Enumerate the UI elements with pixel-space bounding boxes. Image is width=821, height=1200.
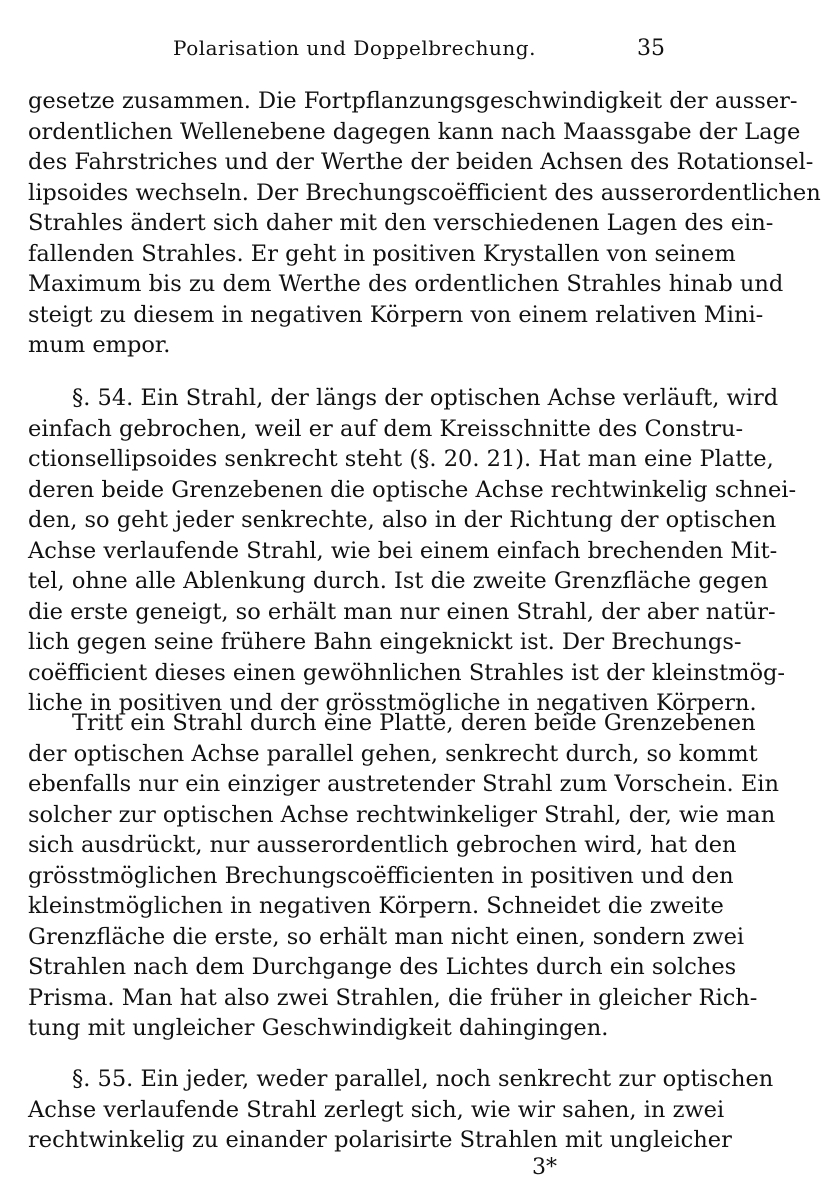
page-header	[0, 36, 709, 68]
text-line: Strahles ändert sich daher mit den verschiedenen Lagen des ein-	[28, 210, 774, 236]
text-line: Achse verlaufende Strahl zerlegt sich, wie wir sahen, in zwei	[28, 1096, 725, 1123]
section-55-paragraph	[28, 1064, 774, 1156]
text-line: lipsoides wechseln. Der Brechungscoëfficient des ausserordentlichen	[28, 179, 821, 206]
text-line: ebenfalls nur ein einziger austretender Strahl zum Vorschein. Ein	[28, 771, 779, 797]
text-line: ordentlichen Wellenebene dagegen kann nach Maassgabe der Lage	[28, 118, 801, 145]
text-line: der optischen Achse parallel gehen, senkrecht durch, so kommt	[28, 740, 758, 767]
text-line: den, so geht jeder senkrechte, also in der Richtung der optischen	[28, 507, 777, 533]
paragraph	[28, 708, 779, 1044]
text-line: ctionsellipsoides senkrecht steht (§. 20. 21). Hat man eine Platte,	[28, 446, 774, 472]
text-line: Tritt ein Strahl durch eine Platte, deren beide Grenzebenen	[72, 710, 756, 736]
text-line: Maximum bis zu dem Werthe des ordentlichen Strahles hinab und	[28, 271, 784, 297]
text-line: §. 55. Ein jeder, weder parallel, noch senkrecht zur optischen	[72, 1066, 774, 1092]
text-line: mum empor.	[28, 332, 171, 358]
text-line: kleinstmöglichen in negativen Körpern. Schneidet die zweite	[28, 893, 724, 919]
text-line: §. 54. Ein Strahl, der längs der optischen Achse verläuft, wird	[72, 385, 779, 411]
text-line: Achse verlaufende Strahl, wie bei einem einfach brechenden Mit-	[28, 537, 778, 564]
text-line: gesetze zusammen. Die Fortpflanzungsgeschwindigkeit der ausser-	[28, 88, 798, 114]
text-line: grösstmöglichen Brechungscoëfficienten in positiven und den	[28, 862, 734, 889]
text-line: rechtwinkelig zu einander polarisirte Strahlen mit ungleicher	[28, 1127, 732, 1153]
paragraph-continuation	[28, 86, 821, 361]
text-line: liche in positiven und der grösstmögliche in negativen Körpern.	[28, 690, 757, 716]
text-line: des Fahrstriches und der Werthe der beiden Achsen des Rotationsel-	[28, 149, 814, 175]
text-line: tung mit ungleicher Geschwindigkeit dahingingen.	[28, 1015, 609, 1041]
text-line: coëfficient dieses einen gewöhnlichen Strahles ist der kleinstmög-	[28, 659, 786, 686]
text-line: Grenzfläche die erste, so erhält man nicht einen, sondern zwei	[28, 923, 745, 950]
text-line: sich ausdrückt, nur ausserordentlich gebrochen wird, hat den	[28, 832, 737, 858]
text-line: tel, ohne alle Ablenkung durch. Ist die zweite Grenzfläche gegen	[28, 568, 769, 594]
section-54-paragraph	[28, 383, 797, 719]
text-line: die erste geneigt, so erhält man nur einen Strahl, der aber natür-	[28, 598, 776, 625]
text-line: Prisma. Man hat also zwei Strahlen, die früher in gleicher Rich-	[28, 984, 758, 1011]
running-title: Polarisation und Doppelbrechung.	[173, 36, 536, 60]
text-line: solcher zur optischen Achse rechtwinkeliger Strahl, der, wie man	[28, 801, 776, 828]
text-line: steigt zu diesem in negativen Körpern von einem relativen Mini-	[28, 301, 764, 328]
text-line: fallenden Strahles. Er geht in positiven Krystallen von seinem	[28, 240, 736, 267]
page-number: 35	[637, 36, 665, 61]
text-line: deren beide Grenzebenen die optische Achse rechtwinkelig schnei-	[28, 476, 797, 503]
text-line: Strahlen nach dem Durchgange des Lichtes durch ein solches	[28, 954, 737, 980]
signature-mark: 3*	[532, 1155, 557, 1180]
text-line: einfach gebrochen, weil er auf dem Kreisschnitte des Constru-	[28, 415, 744, 442]
text-line: lich gegen seine frühere Bahn eingeknickt ist. Der Brechungs-	[28, 629, 742, 655]
